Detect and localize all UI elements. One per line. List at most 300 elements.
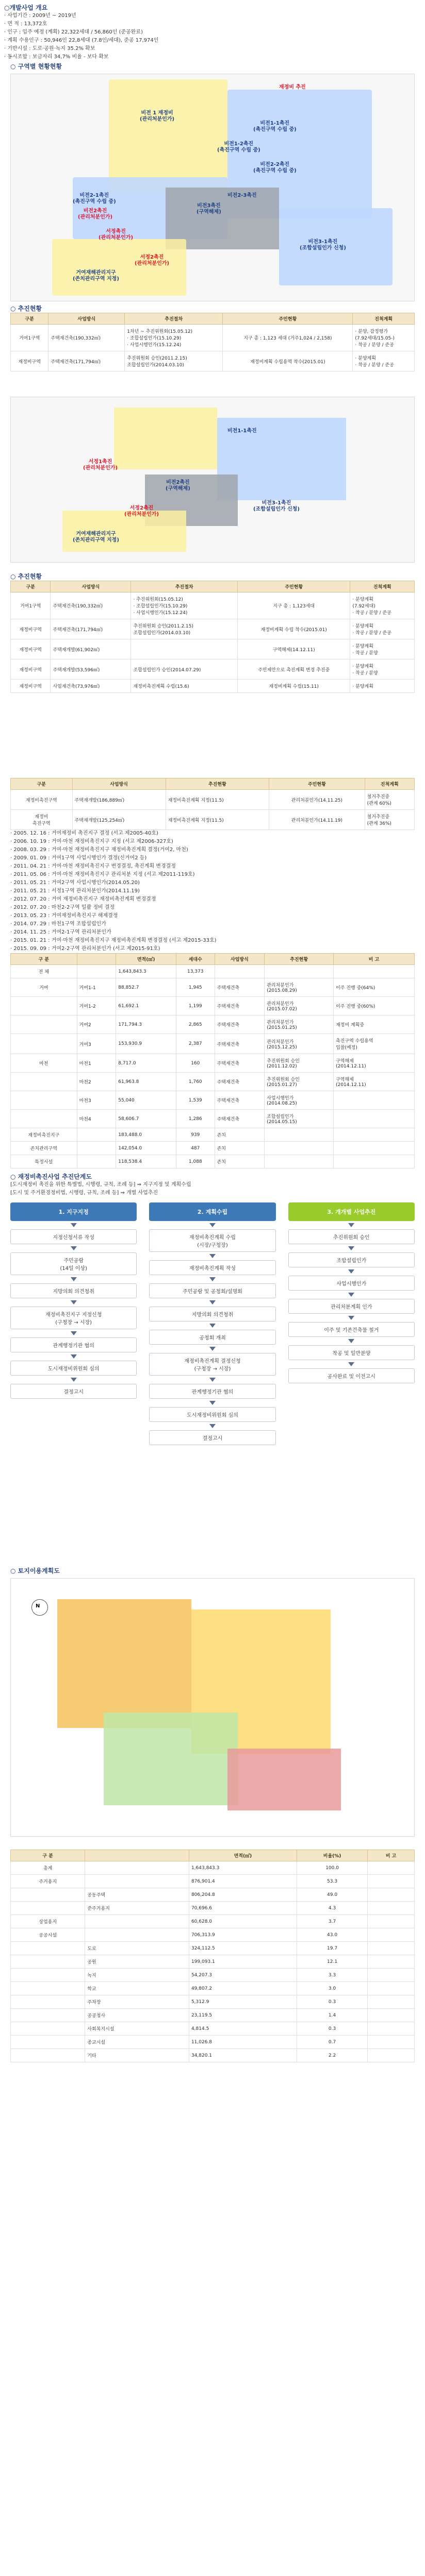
table-row bbox=[11, 965, 415, 978]
table-cell: 철거추진중 (관계 60%) bbox=[365, 790, 414, 810]
table-row bbox=[11, 1942, 415, 1955]
map-label: 거여재해관리지구 (존치관리구역 지정) bbox=[73, 531, 119, 543]
table-cell: 12.1 bbox=[297, 1955, 367, 1969]
history-line: · 2013. 05. 23 : 거여재정비촉진지구 해제결정 bbox=[10, 913, 118, 919]
table-cell: · 분양계획 · 착공 / 분양 bbox=[350, 639, 415, 659]
table-cell bbox=[334, 1142, 415, 1155]
table-cell: 철거추진중 (관계 36%) bbox=[365, 810, 414, 830]
table-cell: 199,093.1 bbox=[189, 1955, 297, 1969]
table-cell bbox=[11, 1955, 85, 1969]
table-cell: 주민제안으로 촉진계획 변경 추진중 bbox=[238, 659, 350, 680]
table-row bbox=[11, 1128, 415, 1142]
table-row bbox=[11, 2009, 415, 2022]
table-header: 구분 bbox=[11, 313, 48, 325]
table-cell bbox=[265, 1128, 334, 1142]
table-header: 면적(㎡) bbox=[116, 954, 176, 965]
process-step: 재정비촉진계획 수립 (시장/구청장) bbox=[149, 1229, 275, 1252]
table-cell: 사업시행인가 (2014.08.25) bbox=[265, 1091, 334, 1110]
table-cell: 61,692.1 bbox=[116, 997, 176, 1015]
process-section bbox=[10, 1172, 415, 1445]
table-cell: 재정비구역 bbox=[11, 659, 51, 680]
step-3-head: 3. 개개별 사업추진 bbox=[288, 1202, 415, 1221]
table-cell: 2,387 bbox=[176, 1034, 215, 1054]
process-step: 결정고시 bbox=[149, 1430, 275, 1445]
table-cell bbox=[11, 1015, 77, 1034]
process-arrow bbox=[209, 1378, 216, 1382]
table-row bbox=[11, 790, 415, 810]
table-cell: 주택재건축 bbox=[215, 1034, 265, 1054]
table-cell: 거여1-2 bbox=[77, 997, 116, 1015]
table4-section bbox=[10, 953, 415, 1168]
table-header: 사업방식 bbox=[48, 313, 125, 325]
table-row bbox=[11, 1902, 415, 1915]
table-row bbox=[11, 592, 415, 619]
table-header: 사업방식 bbox=[72, 778, 166, 790]
table-row bbox=[11, 639, 415, 659]
map-label: 비전2-2촉진 (촉진구역 수립 중) bbox=[253, 162, 297, 174]
table-cell bbox=[368, 1982, 415, 1995]
history-line: · 2015. 01. 21 : 거여·마천 재정비촉진지구 재정비촉진계획 변경결정 (서고 제2015-33호) bbox=[10, 938, 217, 943]
process-step: 지방의회 의견청취 bbox=[149, 1307, 275, 1321]
table3 bbox=[10, 778, 415, 830]
table-row bbox=[11, 2049, 415, 2062]
table-cell: 추진위원회 승인(2011.2.15) 조합설립인가(2014.03.10) bbox=[131, 619, 238, 639]
process-step: 추진위원회 승인 bbox=[288, 1229, 415, 1244]
table-row bbox=[11, 659, 415, 680]
table-row bbox=[11, 1928, 415, 1942]
process-arrow bbox=[71, 1277, 77, 1281]
table-cell: 공원 bbox=[85, 1955, 189, 1969]
table-header: 추진절차 bbox=[125, 313, 223, 325]
table-cell: · 추진위원회(15.05.12) · 조합설립인가(15.10.29) · 사업시행인가(15.12.24) bbox=[131, 592, 238, 619]
table-cell: 3.0 bbox=[297, 1982, 367, 1995]
table-cell bbox=[368, 2049, 415, 2062]
table-cell: 관리처분인가 (2015.01.25) bbox=[265, 1015, 334, 1034]
table3-section bbox=[10, 778, 415, 830]
map-label: 서정촉진 (관리처분인가) bbox=[99, 229, 134, 241]
process-step: 도시재정비위원회 심의 bbox=[149, 1407, 275, 1422]
map2-section bbox=[10, 397, 415, 563]
map3-heading: ○ 토지이용계획도 bbox=[10, 1567, 60, 1574]
table-cell: 재정비촉진계획 지정(11.5) bbox=[166, 790, 269, 810]
table-cell bbox=[368, 1928, 415, 1942]
table-header: 사업방식 bbox=[215, 954, 265, 965]
map3-section bbox=[10, 1566, 415, 1837]
map-label: 서정1촉진 (관리처분인가) bbox=[83, 459, 118, 471]
process-col-2-steps bbox=[149, 1223, 275, 1445]
process-arrow bbox=[71, 1378, 77, 1382]
table5 bbox=[10, 1850, 415, 2062]
history-line: · 2012. 07. 20 : 거여 재정비촉진지구 재정비촉진계획 변경결정 bbox=[10, 896, 156, 902]
table-cell bbox=[11, 2022, 85, 2036]
table-header: 진척계획 bbox=[365, 778, 414, 790]
table-cell bbox=[368, 1969, 415, 1982]
process-arrow bbox=[348, 1269, 354, 1274]
table-header: 세대수 bbox=[176, 954, 215, 965]
process-step: 관계행정기관 협의 bbox=[10, 1337, 137, 1352]
table-cell: 관리처분인가(14.11.25) bbox=[269, 790, 365, 810]
overview-section bbox=[4, 3, 417, 61]
table-cell: 종교시설 bbox=[85, 2036, 189, 2049]
table-header: 추진현황 bbox=[265, 954, 334, 965]
table-cell: 1,286 bbox=[176, 1110, 215, 1128]
map-label: 서정2촉진 (관리처분인가) bbox=[124, 505, 159, 517]
map-label: 비전2-3촉진 bbox=[227, 193, 257, 198]
table-cell: 재정비계획 수립 착수(2015.01) bbox=[238, 619, 350, 639]
table-header: 진척계획 bbox=[350, 581, 415, 592]
table-cell bbox=[368, 1888, 415, 1902]
map1-section bbox=[10, 62, 415, 301]
table-cell: 촉진구역 수립용역 입찰(예정) bbox=[334, 1034, 415, 1054]
table-cell: 142,054.0 bbox=[116, 1142, 176, 1155]
table-cell: 0.3 bbox=[297, 1995, 367, 2009]
table-cell: 지구 총 : 1,123세대 bbox=[238, 592, 350, 619]
overview-line: · 사업기간 : 2009년 ~ 2019년 bbox=[4, 13, 76, 19]
table-cell bbox=[11, 1942, 85, 1955]
table-header: 주민현황 bbox=[269, 778, 365, 790]
table-cell: 존치관리구역 bbox=[11, 1142, 77, 1155]
table-cell: 70,696.6 bbox=[189, 1902, 297, 1915]
process-arrow bbox=[71, 1354, 77, 1359]
table-header: 구 분 bbox=[11, 954, 77, 965]
table-cell bbox=[77, 965, 116, 978]
table-cell bbox=[11, 1888, 85, 1902]
map-label: 비전2촉진 (구역해제) bbox=[166, 480, 190, 492]
process-arrow bbox=[209, 1277, 216, 1281]
table-cell: 주택재건축 bbox=[215, 1091, 265, 1110]
table-cell: 주택재건축(190,332㎡) bbox=[48, 325, 125, 351]
table-cell bbox=[368, 1875, 415, 1888]
step-1-head: 1. 지구지정 bbox=[10, 1202, 137, 1221]
table-cell: 3.7 bbox=[297, 1915, 367, 1928]
zone-yellow-2 bbox=[52, 239, 186, 296]
process-arrow bbox=[348, 1246, 354, 1250]
process-step: 주민공람 (14일 이상) bbox=[10, 1252, 137, 1275]
process-step: 결정고시 bbox=[10, 1384, 137, 1399]
table-cell: 지구 총 : 1,123 세대 (거주1,024 / 2,158) bbox=[223, 325, 353, 351]
map1-heading: ○ 구역별 현황현황 bbox=[10, 63, 62, 70]
overview-lines bbox=[4, 12, 417, 61]
table-cell: 183,488.0 bbox=[116, 1128, 176, 1142]
table-cell bbox=[334, 1091, 415, 1110]
table-cell: 사회복지시설 bbox=[85, 2022, 189, 2036]
history-line: · 2009. 01. 09 : 거여1구역 사업시행인가 결정(신거여2 등) bbox=[10, 855, 147, 861]
table-cell: 55,040 bbox=[116, 1091, 176, 1110]
table-cell: 조합설립인가 (2014.05.15) bbox=[265, 1110, 334, 1128]
process-step: 재정비촉진계획 결정신청 (구청장 → 시장) bbox=[149, 1353, 275, 1376]
table-cell: 4,814.5 bbox=[189, 2022, 297, 2036]
table-row bbox=[11, 1034, 415, 1054]
table-cell bbox=[11, 1995, 85, 2009]
table-row bbox=[11, 619, 415, 639]
table-cell: 구역해제(14.12.11) bbox=[238, 639, 350, 659]
history-line: · 2014. 11. 25 : 거여2-1구역 관리처분인가 bbox=[10, 929, 111, 935]
table-cell: 주택재건축 bbox=[215, 1110, 265, 1128]
table-cell bbox=[368, 1861, 415, 1875]
table5-section bbox=[10, 1850, 415, 2062]
table-cell bbox=[368, 1955, 415, 1969]
process-step: 도시재정비위원회 심의 bbox=[10, 1361, 137, 1376]
table-row bbox=[11, 978, 415, 997]
process-arrow bbox=[348, 1293, 354, 1297]
landuse-zone-1 bbox=[57, 1599, 191, 1728]
table-cell: 사업재건축(73,976㎡) bbox=[51, 680, 131, 693]
table-cell: 거여1-1 bbox=[77, 978, 116, 997]
table-header: 면적(㎡) bbox=[189, 1850, 297, 1861]
table-header: 비 고 bbox=[368, 1850, 415, 1861]
process-step: 주민공람 및 공청회/설명회 bbox=[149, 1283, 275, 1298]
table-cell bbox=[368, 1915, 415, 1928]
table-cell: 60,628.0 bbox=[189, 1915, 297, 1928]
table-cell bbox=[265, 1155, 334, 1168]
table-cell: 주택재개발(125,254㎡) bbox=[72, 810, 166, 830]
table-header: 추진현황 bbox=[166, 778, 269, 790]
history-section bbox=[10, 829, 415, 953]
history-line: · 2011. 05. 21 : 거여2구역 사업시행인가(2014.05.20) bbox=[10, 880, 140, 886]
table-cell: 총계 bbox=[11, 1861, 85, 1875]
table2 bbox=[10, 581, 415, 693]
process-arrow bbox=[209, 1424, 216, 1428]
table-cell: 주택재건축(171,794㎡) bbox=[51, 619, 131, 639]
table-cell: 주택재건축 bbox=[215, 1073, 265, 1091]
table1-section bbox=[10, 304, 415, 371]
table-cell: 49,807.2 bbox=[189, 1982, 297, 1995]
process-arrow bbox=[209, 1401, 216, 1405]
table-header: 추진절차 bbox=[131, 581, 238, 592]
table-cell bbox=[368, 1902, 415, 1915]
table-row bbox=[11, 1969, 415, 1982]
map-label: 비전1-2촉진 (촉진구역 수립 중) bbox=[217, 141, 260, 153]
process-step: 관리처분계획 인가 bbox=[288, 1299, 415, 1314]
process-step: 지정신청서류 작성 bbox=[10, 1229, 137, 1244]
table-cell: 61,963.8 bbox=[116, 1073, 176, 1091]
process-arrow bbox=[71, 1300, 77, 1304]
table-cell: 전 체 bbox=[11, 965, 77, 978]
table-row bbox=[11, 1955, 415, 1969]
table-row bbox=[11, 1995, 415, 2009]
process-step: 공청회 개최 bbox=[149, 1330, 275, 1345]
table-cell bbox=[11, 1982, 85, 1995]
process-step: 착공 및 일반분양 bbox=[288, 1345, 415, 1360]
table-cell: 기타 bbox=[85, 2049, 189, 2062]
table1 bbox=[10, 313, 415, 371]
table-row bbox=[11, 2036, 415, 2049]
process-columns bbox=[10, 1202, 415, 1445]
table-cell: 공공시설 bbox=[11, 1928, 85, 1942]
table-cell: 2,865 bbox=[176, 1015, 215, 1034]
table-cell: 0.3 bbox=[297, 2022, 367, 2036]
process-col-1-steps bbox=[10, 1223, 137, 1399]
table-cell: 준주거용지 bbox=[85, 1902, 189, 1915]
table-cell: 주택재건축 bbox=[215, 978, 265, 997]
table-row bbox=[11, 351, 415, 371]
table-cell: 거여1구역 bbox=[11, 325, 48, 351]
table-cell: 100.0 bbox=[297, 1861, 367, 1875]
map-label: 비전 1 재정비 (관리처분인가) bbox=[140, 110, 175, 122]
table-cell: · 분양계획 (7.92세대) · 착공 / 분양 / 준공 bbox=[350, 592, 415, 619]
table-cell bbox=[334, 1155, 415, 1168]
process-step: 조합설립인가 bbox=[288, 1252, 415, 1267]
table-cell: 재정비계획 수립(15.11) bbox=[238, 680, 350, 693]
process-heading: ○ 재정비촉진사업 추진단계도 bbox=[10, 1173, 92, 1180]
table-cell: 도로 bbox=[85, 1942, 189, 1955]
process-desc-2: [도시 및 주거환경정비법, 시행령, 규칙, 조례 등] ⇒ 개별 사업추진 bbox=[10, 1190, 158, 1196]
table-cell: 공동주택 bbox=[85, 1888, 189, 1902]
table-cell: 추진위원회 승인 (2015.01.27) bbox=[265, 1073, 334, 1091]
table-row bbox=[11, 997, 415, 1015]
process-step: 재정비촉진계획 작성 bbox=[149, 1260, 275, 1275]
process-col-2 bbox=[149, 1202, 275, 1445]
table-cell: 160 bbox=[176, 1054, 215, 1073]
table-cell: 주거용지 bbox=[11, 1875, 85, 1888]
table-cell: 마천1 bbox=[77, 1054, 116, 1073]
table-header: 사업방식 bbox=[51, 581, 131, 592]
table-cell bbox=[334, 1128, 415, 1142]
process-arrow bbox=[209, 1223, 216, 1227]
table-cell: 관리처분인가 (2015.07.02) bbox=[265, 997, 334, 1015]
table-cell: 54,207.3 bbox=[189, 1969, 297, 1982]
table-cell bbox=[265, 965, 334, 978]
table-cell bbox=[85, 1875, 189, 1888]
table-cell bbox=[11, 2049, 85, 2062]
table-cell: 마천2 bbox=[77, 1073, 116, 1091]
table-cell: 거여1구역 bbox=[11, 592, 51, 619]
table-row bbox=[11, 680, 415, 693]
table-cell: 재정비촉진구역 bbox=[11, 790, 73, 810]
map2-image bbox=[10, 397, 415, 563]
table-cell: 거여2 bbox=[77, 1015, 116, 1034]
table-row bbox=[11, 810, 415, 830]
process-arrow bbox=[209, 1347, 216, 1351]
history-line: · 2015. 09. 09 : 거여2-2구역 관리처분인가 (서고 제2015-91호) bbox=[10, 946, 160, 952]
table-cell: 마천 bbox=[11, 1054, 77, 1073]
map1-image bbox=[10, 74, 415, 301]
table-header: 비 고 bbox=[334, 954, 415, 965]
table-cell bbox=[334, 965, 415, 978]
table-cell: 이주 진행 중(64%) bbox=[334, 978, 415, 997]
table-cell: 존치 bbox=[215, 1155, 265, 1168]
table-cell: 공공청사 bbox=[85, 2009, 189, 2022]
table-cell: 주택재개발(53,596㎡) bbox=[51, 659, 131, 680]
table-cell: 49.0 bbox=[297, 1888, 367, 1902]
table-cell: · 분양계획 · 착공 / 분양 / 준공 bbox=[353, 351, 415, 371]
map-label: 비전3촉진 (구역해제) bbox=[197, 203, 221, 215]
table-cell: 주택재건축 bbox=[215, 997, 265, 1015]
table-cell: 주택재개발(61,902㎡) bbox=[51, 639, 131, 659]
table-cell: 재정비구역 bbox=[11, 639, 51, 659]
table-cell: 23,119.5 bbox=[189, 2009, 297, 2022]
process-arrow bbox=[71, 1246, 77, 1250]
map-label: 거여재해관리지구 (존치관리구역 지정) bbox=[73, 270, 119, 282]
table-cell: 53.3 bbox=[297, 1875, 367, 1888]
table-cell: 1.4 bbox=[297, 2009, 367, 2022]
landuse-zone-3 bbox=[104, 1713, 238, 1805]
table-cell bbox=[85, 1928, 189, 1942]
table-cell: 8,717.0 bbox=[116, 1054, 176, 1073]
table2-heading: ○ 추진현황 bbox=[10, 573, 42, 580]
table-cell bbox=[11, 997, 77, 1015]
table-cell bbox=[11, 2009, 85, 2022]
table-cell: 거여 bbox=[11, 978, 77, 997]
history-lines bbox=[10, 829, 415, 953]
table-cell bbox=[85, 1861, 189, 1875]
table-cell: 1차년 ~ 추진위원회(15.05.12) · 조합설립인가(15.10.29) · 사업시행인가(15.12.24) bbox=[125, 325, 223, 351]
table-row bbox=[11, 325, 415, 351]
process-arrow bbox=[209, 1254, 216, 1258]
table-cell: 3.3 bbox=[297, 1969, 367, 1982]
table-cell: 34,820.1 bbox=[189, 2049, 297, 2062]
table-cell: 주택재건축(190,332㎡) bbox=[51, 592, 131, 619]
map-label: 비전1-1촉진 bbox=[227, 428, 257, 434]
process-step: 공사완료 및 이전고시 bbox=[288, 1368, 415, 1383]
table-cell: · 분양계획 bbox=[350, 680, 415, 693]
table-row bbox=[11, 1888, 415, 1902]
table-row bbox=[11, 2022, 415, 2036]
process-col-3 bbox=[288, 1202, 415, 1445]
table-row bbox=[11, 1142, 415, 1155]
table-cell: 806,204.8 bbox=[189, 1888, 297, 1902]
table-cell bbox=[215, 965, 265, 978]
overview-line: · 인구 : 입주 예정 (계획) 22,322세대 / 56,860인 (준공완료) bbox=[4, 29, 143, 35]
table-cell: 4.3 bbox=[297, 1902, 367, 1915]
table-cell: 재정비계획 수립용역 착수(2015.01) bbox=[223, 351, 353, 371]
landuse-zone-4 bbox=[227, 1749, 341, 1810]
table-cell: 상업용지 bbox=[11, 1915, 85, 1928]
table-cell bbox=[11, 1091, 77, 1110]
table-cell: 관리처분인가 (2015.12.25) bbox=[265, 1034, 334, 1054]
table-cell: 추진위원회 승인(2011.2.15) 조합설립인가(2014.03.10) bbox=[125, 351, 223, 371]
map-label: 비전1-1촉진 (촉진구역 수립 중) bbox=[253, 121, 297, 132]
overview-line: · 동시조합 : 보금자리 34,7% 비율 - 보다 확보 bbox=[4, 54, 109, 60]
zone-yellow-1 bbox=[109, 79, 227, 193]
history-line: · 2011. 04. 21 : 거여·마천 재정비촉진지구 변경결정, 촉진계획 변경결정 bbox=[10, 863, 176, 869]
process-arrow bbox=[348, 1339, 354, 1343]
zone2-yellow bbox=[114, 408, 217, 469]
table-row bbox=[11, 1875, 415, 1888]
table-cell bbox=[11, 1969, 85, 1982]
table-cell: 0.7 bbox=[297, 2036, 367, 2049]
table-cell: 주택재건축 bbox=[215, 1015, 265, 1034]
table-cell: 학교 bbox=[85, 1982, 189, 1995]
table-cell: 재정비 계획중 bbox=[334, 1015, 415, 1034]
table-cell: 706,313.9 bbox=[189, 1928, 297, 1942]
table-row bbox=[11, 1054, 415, 1073]
process-desc-1: [도시재정비 촉진을 위한 특별법, 시행령, 규칙, 조례 등] ⇒ 지구지정 및 계획수립 bbox=[10, 1182, 191, 1188]
table-cell: 11,026.8 bbox=[189, 2036, 297, 2049]
table-row bbox=[11, 1015, 415, 1034]
table-row bbox=[11, 1073, 415, 1091]
table-cell: 관리처분인가(14.11.19) bbox=[269, 810, 365, 830]
table-cell: 재정비촉진지구 bbox=[11, 1128, 77, 1142]
table-cell: 존치 bbox=[215, 1142, 265, 1155]
table-cell: 5,312.9 bbox=[189, 1995, 297, 2009]
step-2-head: 2. 계획수립 bbox=[149, 1202, 275, 1221]
table-cell: 939 bbox=[176, 1128, 215, 1142]
table-cell: 존치 bbox=[215, 1128, 265, 1142]
map-label: 비전2-1촉진 (촉진구역 수립 중) bbox=[73, 193, 116, 205]
table-cell bbox=[334, 1110, 415, 1128]
table-cell: 2.2 bbox=[297, 2049, 367, 2062]
table-cell: 관리처분인가 (2015.08.29) bbox=[265, 978, 334, 997]
table1-heading: ○ 추진현황 bbox=[10, 305, 42, 312]
process-arrow bbox=[71, 1331, 77, 1335]
table-cell bbox=[11, 1034, 77, 1054]
table-cell: 주택재건축 bbox=[215, 1054, 265, 1073]
table-cell bbox=[11, 1110, 77, 1128]
process-step: 재정비촉진지구 지정신청 (구청장 → 시장) bbox=[10, 1307, 137, 1329]
table-cell: 58,606.7 bbox=[116, 1110, 176, 1128]
history-line: · 2006. 10. 19 : 거여·마천 재정비촉진지구 지정 (서고 제2006-327호) bbox=[10, 839, 173, 844]
